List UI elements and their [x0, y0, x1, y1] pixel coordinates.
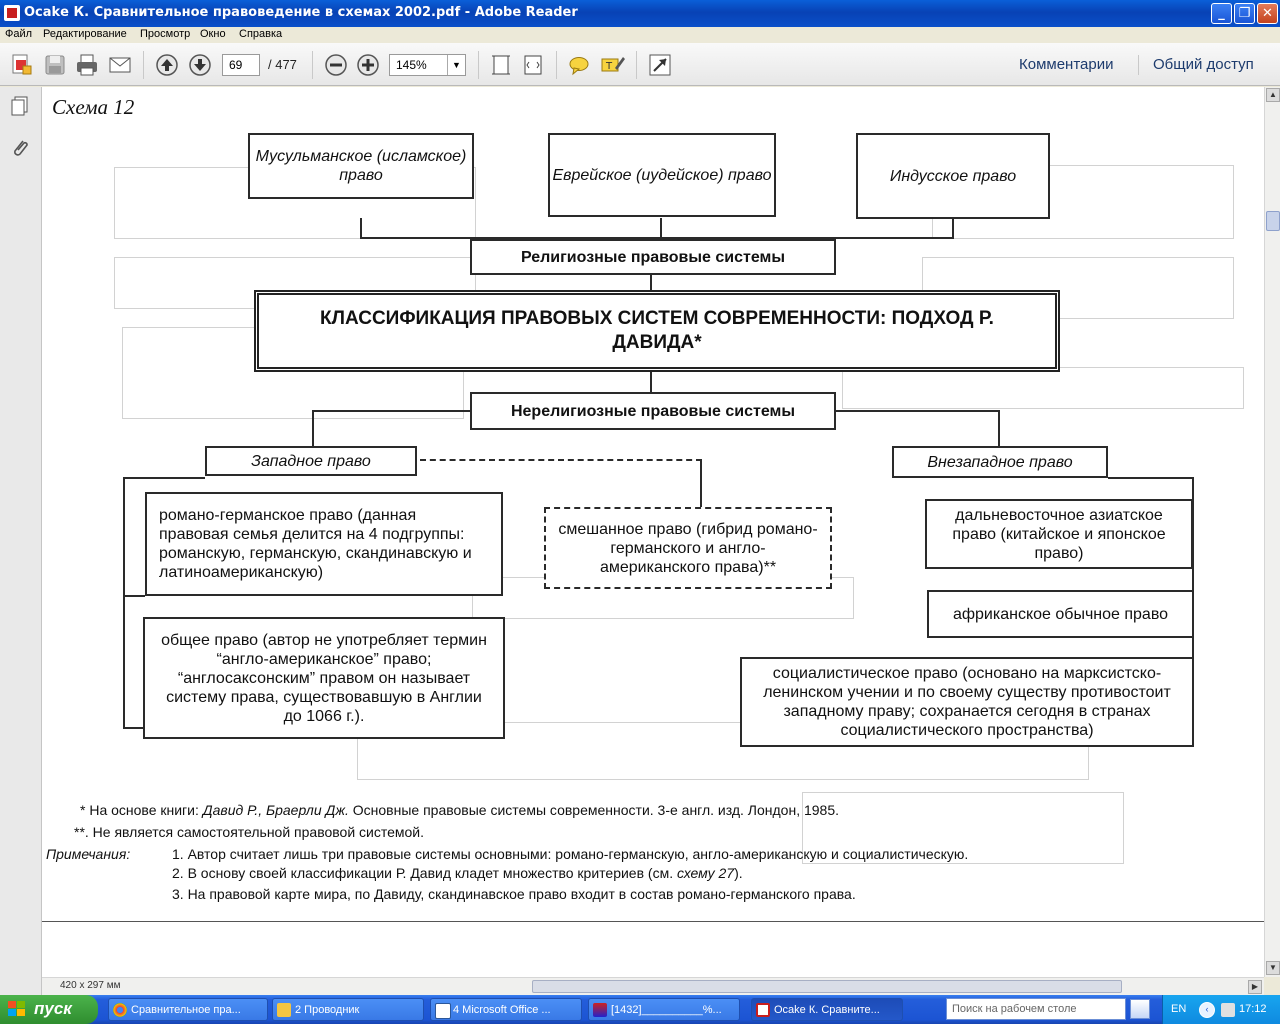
mixed-law-box: смешанное право (гибрид романо-германского и англо-американского права)**: [544, 507, 832, 589]
menu-window[interactable]: Окно: [200, 28, 226, 40]
nonwestern-law-box: Внезападное право: [892, 446, 1108, 478]
horizontal-scroll-thumb[interactable]: [532, 980, 1122, 993]
folder-icon: [277, 1003, 291, 1017]
muslim-law-box: Мусульманское (исламское) право: [248, 133, 474, 199]
page-size-label: 420 x 297 мм: [60, 980, 121, 991]
start-label: пуск: [34, 999, 72, 1018]
note-2: 2. В основу своей классификации Р. Давид кладет множество критериев (см. схему 27).: [172, 865, 743, 881]
fit-page-icon[interactable]: [488, 52, 514, 78]
menu-view[interactable]: Просмотр: [140, 28, 191, 40]
scheme-label: Схема 12: [52, 95, 135, 119]
clock: 17:12: [1239, 1003, 1267, 1015]
scroll-right-icon[interactable]: ▶: [1248, 980, 1262, 994]
notes-label: Примечания:: [46, 846, 131, 862]
taskbar-item-chrome[interactable]: Сравнительное пра...: [108, 998, 268, 1021]
taskbar-item-explorer[interactable]: 2 Проводник: [272, 998, 424, 1021]
fit-width-icon[interactable]: [520, 52, 546, 78]
minimize-button[interactable]: _: [1211, 3, 1232, 24]
svg-text:T: T: [606, 61, 613, 72]
share-link[interactable]: Общий доступ: [1153, 56, 1254, 73]
save-icon[interactable]: [42, 52, 68, 78]
search-go-icon[interactable]: [1130, 999, 1150, 1019]
menu-bar: [0, 27, 1280, 43]
comment-icon[interactable]: [566, 52, 592, 78]
create-pdf-icon[interactable]: [8, 52, 34, 78]
download-manager-icon: [593, 1003, 607, 1017]
email-icon[interactable]: [107, 52, 133, 78]
word-icon: [435, 1003, 451, 1019]
desktop-search-input[interactable]: Поиск на рабочем столе: [946, 998, 1126, 1020]
zoom-in-icon[interactable]: [355, 52, 381, 78]
window-title: Осаkе К. Сравнительное правоведение в схемах 2002.pdf - Adobe Reader: [24, 5, 578, 20]
language-indicator[interactable]: EN: [1171, 1003, 1187, 1015]
attachments-icon[interactable]: [9, 137, 31, 159]
zoom-out-icon[interactable]: [323, 52, 349, 78]
highlight-icon[interactable]: [599, 52, 625, 78]
zoom-level-select[interactable]: [389, 54, 466, 76]
page-down-icon[interactable]: [187, 52, 213, 78]
page-bottom-rule: [42, 921, 1264, 922]
nonreligious-systems-box: Нерелигиозные правовые системы: [470, 392, 836, 430]
maximize-button[interactable]: ❐: [1234, 3, 1255, 24]
western-law-box: Западное право: [205, 446, 417, 476]
navigation-panel: [0, 87, 42, 995]
note-1: 1. Автор считает лишь три правовые системы основными: романо-германскую, англо-американскую и социалистическую.: [172, 846, 969, 862]
horizontal-scrollbar[interactable]: [42, 977, 1264, 995]
vertical-scroll-thumb[interactable]: [1266, 211, 1280, 231]
far-eastern-law-box: дальневосточное азиатское право (китайское и японское право): [925, 499, 1193, 569]
african-customary-law-box: африканское обычное право: [927, 590, 1194, 638]
classification-title-box: КЛАССИФИКАЦИЯ ПРАВОВЫХ СИСТЕМ СОВРЕМЕННОСТИ: ПОДХОД Р. ДАВИДА*: [254, 290, 1060, 372]
menu-edit[interactable]: Редактирование: [43, 28, 127, 40]
taskbar-item-office[interactable]: 4 Microsoft Office ...: [430, 998, 582, 1021]
window-title-bar[interactable]: [0, 0, 1280, 27]
menu-file[interactable]: Файл: [5, 28, 33, 40]
scroll-down-icon[interactable]: ▼: [1266, 961, 1280, 975]
footnote-1: * На основе книги: Давид Р., Браерли Дж. Основные правовые системы современности. 3-е англ. изд. Лондон, 1985.: [80, 802, 840, 818]
pages-icon[interactable]: [9, 95, 31, 117]
footnote-2: **. Не является самостоятельной правовой системой.: [74, 824, 425, 840]
volume-icon[interactable]: [1221, 1003, 1235, 1017]
vertical-scrollbar[interactable]: [1264, 87, 1280, 977]
print-icon[interactable]: [74, 52, 100, 78]
jewish-law-box: Еврейское (иудейское) право: [548, 133, 776, 217]
adobe-reader-icon: [4, 5, 20, 21]
page-up-icon[interactable]: [154, 52, 180, 78]
comments-link[interactable]: Комментарии: [1019, 56, 1114, 73]
document-view[interactable]: [42, 87, 1264, 977]
chrome-icon: [113, 1003, 127, 1017]
scroll-up-icon[interactable]: ▲: [1266, 88, 1280, 102]
adobe-reader-icon: [756, 1003, 770, 1017]
taskbar-item-adobe-reader[interactable]: Осаkе К. Сравните...: [751, 998, 903, 1021]
chevron-down-icon[interactable]: ▼: [447, 55, 465, 75]
tray-expand-icon[interactable]: ‹: [1199, 1002, 1215, 1018]
hindu-law-box: Индусское право: [856, 133, 1050, 219]
taskbar-item-download[interactable]: [1432]__________%...: [588, 998, 740, 1021]
note-3: 3. На правовой карте мира, по Давиду, скандинавское право входит в состав романо-германского права.: [172, 886, 856, 902]
start-button[interactable]: [0, 995, 98, 1024]
page-number-input[interactable]: 69: [222, 54, 260, 76]
menu-help[interactable]: Справка: [239, 28, 283, 40]
socialist-law-box: социалистическое право (основано на марксистско-ленинском учении и по своему существу противостоит западному праву; сохранается сегодня в странах социалистического пространства): [740, 657, 1194, 747]
windows-flag-icon: [8, 1001, 26, 1018]
zoom-level-value: 145%: [396, 58, 427, 72]
expand-icon[interactable]: [647, 52, 673, 78]
religious-systems-box: Религиозные правовые системы: [470, 239, 836, 275]
page-total: / 477: [268, 57, 297, 72]
toolbar: [0, 43, 1280, 86]
system-tray: [1162, 995, 1280, 1024]
common-law-box: общее право (автор не употребляет термин “англо-американское” право; “англосаксонским” правом он называет систему права, существовавшую в Англии до 1066 г.).: [143, 617, 505, 739]
romano-germanic-law-box: романо-германское право (данная правовая семья делится на 4 подгруппы: романскую, германскую, скандинавскую и латиноамериканскую): [145, 492, 503, 596]
close-button[interactable]: ✕: [1257, 3, 1278, 24]
